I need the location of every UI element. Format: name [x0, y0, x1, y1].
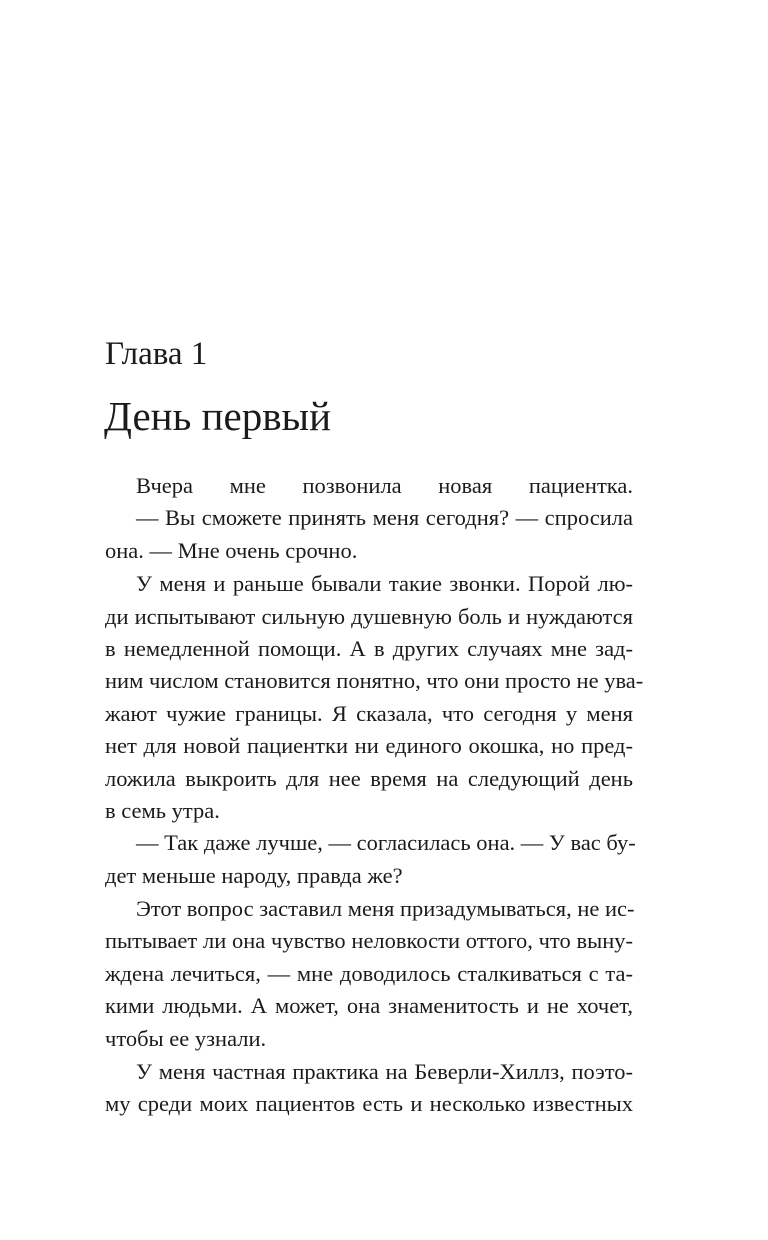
text-line: ди испытывают сильную душевную боль и нуждаются [105, 603, 633, 629]
text-line: кими людьми. А может, она знаменитость и не хочет, [105, 993, 633, 1019]
text-line: ложила выкроить для нее время на следующий день [105, 765, 633, 791]
text-line: У меня и раньше бывали такие звонки. Порой лю- [136, 571, 633, 597]
text-line: му среди моих пациентов есть и несколько известных [105, 1091, 633, 1117]
text-line: в немедленной помощи. А в других случаях мне зад- [105, 635, 633, 661]
text-line: она. — Мне очень срочно. [105, 537, 358, 563]
chapter-number: Глава 1 [105, 336, 208, 372]
text-line: ждена лечиться, — мне доводилось сталкиваться с та- [105, 960, 633, 986]
text-line: дет меньше народу, правда же? [105, 862, 403, 888]
text-line: жают чужие границы. Я сказала, что сегодня у меня [105, 700, 633, 726]
text-line: пытывает ли она чувство неловкости оттого, что выну- [105, 928, 633, 954]
text-line: в семь утра. [105, 797, 220, 823]
text-line: ним числом становится понятно, что они просто не ува- [105, 668, 644, 694]
text-line: чтобы ее узнали. [105, 1025, 267, 1051]
chapter-title: День первый [104, 393, 332, 439]
text-line: У меня частная практика на Беверли-Хиллз, поэто- [136, 1059, 633, 1085]
body-text [105, 470, 644, 1121]
text-line: Вчера мне позвонила новая пациентка. [136, 473, 633, 498]
text-line: нет для новой пациентки ни единого окошка, но пред- [105, 733, 633, 759]
text-line: Этот вопрос заставил меня призадумываться, не ис- [136, 896, 635, 922]
text-line: — Так даже лучше, — согласилась она. — У вас бу- [136, 830, 636, 856]
text-line: — Вы сможете принять меня сегодня? — спросила [136, 505, 633, 531]
